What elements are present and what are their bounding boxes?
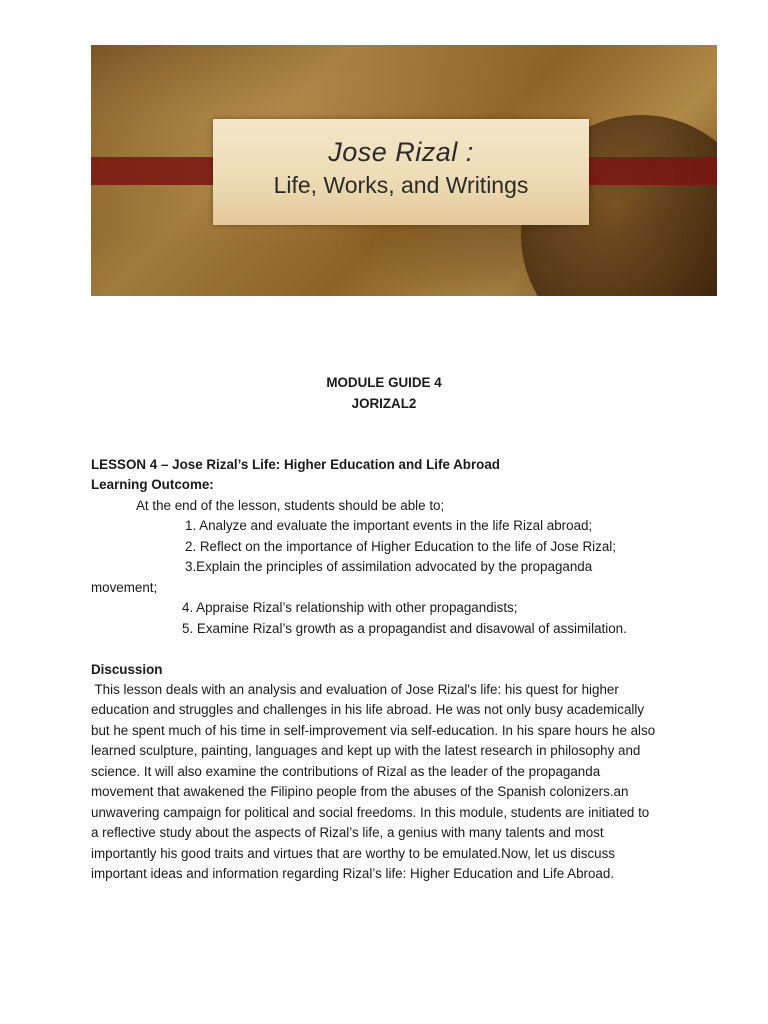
title-plaque (213, 119, 589, 225)
outcome-item: 4. Appraise Rizal’s relationship with other propagandists; (182, 600, 518, 615)
banner-title: Jose Rizal : (328, 137, 474, 167)
outcome-item: 5. Examine Rizal’s growth as a propagandist and disavowal of assimilation. (182, 621, 627, 636)
discussion-line: learned sculpture, painting, languages and kept up with the latest research in philosophy and (91, 743, 641, 758)
outcome-item: 2. Reflect on the importance of Higher Education to the life of Jose Rizal; (185, 539, 616, 554)
discussion-heading: Discussion (91, 662, 163, 677)
discussion-line: importantly his good traits and virtues that are worthy to be emulated.Now, let us discuss (91, 846, 615, 861)
discussion-line: a reflective study about the aspects of Rizal’s life, a genius with many talents and most (91, 825, 604, 840)
discussion-line: This lesson deals with an analysis and evaluation of Jose Rizal's life: his quest for higher (91, 682, 619, 697)
discussion-line: science. It will also examine the contributions of Rizal as the leader of the propaganda (91, 764, 601, 779)
outcome-item: 1. Analyze and evaluate the important events in the life Rizal abroad; (185, 518, 593, 533)
banner-subtitle: Life, Works, and Writings (273, 172, 529, 198)
module-code: JORIZAL2 (351, 396, 417, 411)
learning-outcome-label: Learning Outcome: (91, 477, 214, 492)
outcome-item: 3.Explain the principles of assimilation advocated by the propaganda (185, 559, 593, 574)
cover-banner-image (91, 45, 717, 296)
module-title: MODULE GUIDE 4 (326, 375, 442, 390)
discussion-line: education and struggles and challenges in his life abroad. He was not only busy academically (91, 702, 645, 717)
discussion-line: movement that awakened the Filipino people from the abuses of the Spanish colonizers.an (91, 784, 629, 799)
discussion-line: important ideas and information regarding Rizal’s life: Higher Education and Life Abroad. (91, 866, 615, 881)
outcome-item-continuation: movement; (91, 580, 158, 595)
discussion-line: unwavering campaign for political and social freedoms. In this module, students are initiated to (91, 805, 650, 820)
discussion-line: but he spent much of his time in self-improvement via self-education. In his spare hours he also (91, 723, 656, 738)
outcome-intro: At the end of the lesson, students should be able to; (136, 498, 445, 513)
lesson-title: LESSON 4 – Jose Rizal’s Life: Higher Education and Life Abroad (91, 457, 500, 472)
